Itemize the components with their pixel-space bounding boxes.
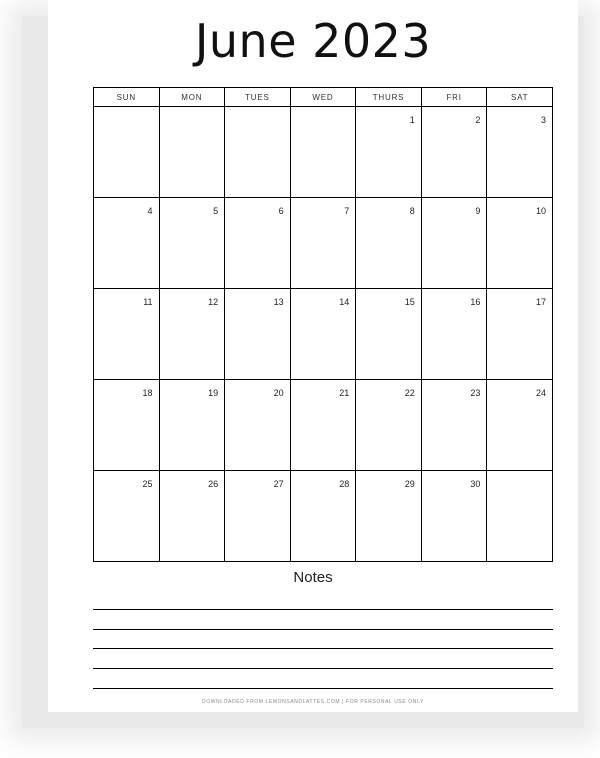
note-line (93, 609, 553, 610)
day-cell (225, 107, 291, 198)
day-number: 2 (475, 115, 481, 125)
day-number: 13 (273, 297, 284, 307)
day-number: 27 (273, 479, 284, 489)
day-number: 25 (142, 479, 153, 489)
day-number: 14 (339, 297, 350, 307)
day-cell (421, 107, 487, 198)
day-cell (487, 107, 553, 198)
week-row (94, 107, 553, 198)
weekday-sun: SUN (94, 88, 160, 107)
day-cell (356, 471, 422, 562)
day-number: 18 (142, 388, 153, 398)
day-number (160, 107, 225, 115)
day-cell (421, 380, 487, 471)
day-cell (290, 471, 356, 562)
day-number: 1 (409, 115, 415, 125)
weekday-mon: MON (159, 88, 225, 107)
day-cell (94, 380, 160, 471)
weekday-fri: FRI (421, 88, 487, 107)
day-number (225, 107, 290, 115)
day-cell (159, 471, 225, 562)
day-number: 5 (213, 206, 219, 216)
day-cell (159, 198, 225, 289)
day-number: 8 (409, 206, 415, 216)
day-cell (94, 107, 160, 198)
day-cell (356, 107, 422, 198)
day-cell (487, 289, 553, 380)
day-cell (487, 198, 553, 289)
day-number: 9 (475, 206, 481, 216)
day-cell (225, 198, 291, 289)
day-number: 11 (143, 297, 153, 307)
weekday-tue: TUES (225, 88, 291, 107)
notes-heading: Notes (293, 569, 333, 586)
weekday-wed: WED (290, 88, 356, 107)
day-cell (159, 289, 225, 380)
day-number: 17 (535, 297, 546, 307)
day-cell (356, 380, 422, 471)
day-number: 29 (404, 479, 415, 489)
day-number: 30 (470, 479, 481, 489)
note-line (93, 629, 553, 630)
note-line (93, 688, 553, 689)
day-number: 12 (208, 297, 219, 307)
weekday-sat: SAT (487, 88, 553, 107)
day-number (94, 107, 159, 115)
day-cell (225, 471, 291, 562)
day-cell (290, 289, 356, 380)
calendar-page (48, 0, 578, 712)
day-number: 16 (470, 297, 481, 307)
day-number: 7 (344, 206, 350, 216)
day-cell (356, 289, 422, 380)
day-number: 15 (404, 297, 415, 307)
day-cell (225, 289, 291, 380)
weekday-thu: THURS (356, 88, 422, 107)
day-number: 19 (208, 388, 219, 398)
day-cell (94, 471, 160, 562)
day-number: 21 (339, 388, 350, 398)
day-number: 10 (535, 206, 546, 216)
day-cell (421, 289, 487, 380)
day-cell (94, 198, 160, 289)
day-cell (421, 471, 487, 562)
week-row (94, 198, 553, 289)
day-cell (225, 380, 291, 471)
day-cell (487, 380, 553, 471)
day-number: 23 (470, 388, 481, 398)
day-number: 4 (147, 206, 153, 216)
day-number (291, 107, 356, 115)
day-cell (94, 289, 160, 380)
day-number: 28 (339, 479, 350, 489)
weekday-header-row (94, 88, 553, 107)
month-title: June 2023 (194, 14, 432, 68)
day-cell (290, 107, 356, 198)
calendar-grid (93, 87, 553, 562)
day-number: 22 (404, 388, 415, 398)
day-cell (487, 471, 553, 562)
day-cell (290, 198, 356, 289)
day-cell (290, 380, 356, 471)
week-row (94, 380, 553, 471)
footer-credit: DOWNLOADED FROM LEMONSANDLATTES.COM | FOR PERSONAL USE ONLY (202, 699, 424, 705)
day-cell (159, 107, 225, 198)
day-number: 20 (273, 388, 284, 398)
day-cell (159, 380, 225, 471)
day-number: 26 (208, 479, 219, 489)
note-line (93, 648, 553, 649)
week-row (94, 471, 553, 562)
note-line (93, 668, 553, 669)
day-number (487, 471, 552, 479)
day-number: 24 (535, 388, 546, 398)
day-number: 3 (540, 115, 546, 125)
day-cell (356, 198, 422, 289)
day-number: 6 (278, 206, 284, 216)
week-row (94, 289, 553, 380)
day-cell (421, 198, 487, 289)
